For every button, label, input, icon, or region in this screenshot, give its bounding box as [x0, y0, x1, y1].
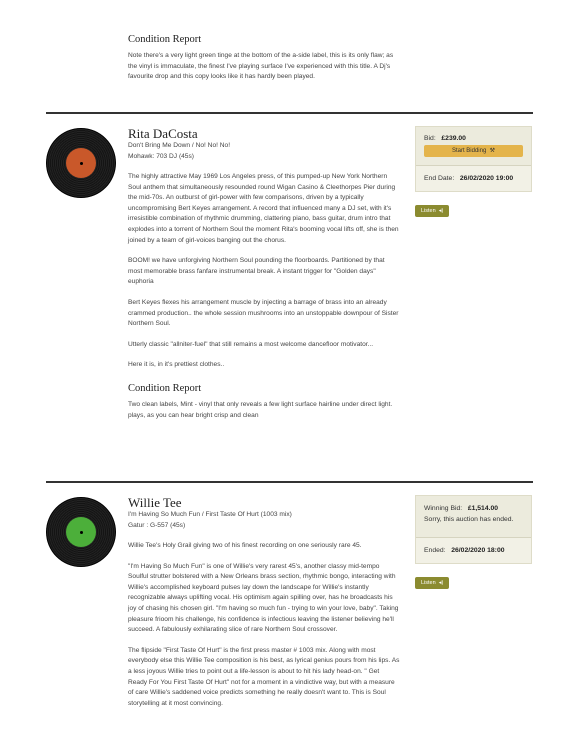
artist-name[interactable]: Rita DaCosta [128, 126, 198, 141]
description-paragraph: "I'm Having So Much Fun" is one of Willie's very rarest 45's, another classy mid-tempo Soulful strutter bolstered with a New Orleans brass section, rhythmic bongo, interacting with Willie's accomplished keyboard pulses lay down the landscape for Willie's instantly recognizable always uplifting vocal. His optimism again spilling over, has he broadcasts his joy of chasing his chosen girl. "I'm having so much fun - trying to win your love, baby". Taking pleasure frioom his challenge, his confidence is infectious leaving the listener believing he'll succeed. A fabulously exhilarating slice of rare Northern Soul crossover. [128, 562, 399, 634]
description-paragraph: The flipside "First Taste Of Hurt" is the first press master # 1003 mix. Along with most everybody else this Willie Tee composition is his best, as lyrical genius pours from his lips. As a less joyous Willie tries to point out a life-lesson is about to hit his lady head-on. " Get Ready For You First Taste Of Hurt" not for a moment in a vindictive way, but with a measure of care Willie's saddened voice predicts something he really doesn't want to. This is Soul storytelling at it most convincing. [128, 646, 400, 707]
listen-label: Listen [421, 580, 436, 586]
record-image[interactable] [46, 497, 116, 567]
record-title: I'm Having So Much Fun / First Taste Of Hurt (1003 mix) [128, 511, 292, 518]
listen-button[interactable] [415, 577, 449, 589]
previous-listing-tail [128, 0, 398, 83]
bid-value: £239.00 [441, 135, 466, 142]
condition-report-heading: Condition Report [128, 34, 202, 45]
description-paragraph: Utterly classic "allniter-fuel" that still remains a most welcome dancefloor motivator... [128, 340, 374, 348]
listing-divider [46, 112, 533, 114]
condition-report-heading: Condition Report [128, 382, 202, 394]
record-label-disc [66, 517, 96, 547]
winning-bid [416, 496, 531, 512]
auction-ended-message: Sorry, this auction has ended. [424, 516, 514, 523]
bid-panel [415, 495, 532, 564]
condition-report-text: Two clean labels, Mint - vinyl that only reveals a few light surface hairline under direct light. plays, as you can hear bright crisp and clean [128, 400, 393, 419]
gavel-icon: ⚒ [487, 148, 496, 154]
description-paragraph: Bert Keyes flexes his arrangement muscle by injecting a barrage of brass into an already crammed production.. the whole session mushrooms into an unstoppable downpour of Sister Northern Soul. [128, 298, 399, 328]
description-paragraph: BOOM! we have unforgiving Northern Soul pounding the floorboards. Partitioned by that most memorable brass fanfare instrumental break. A instant trigger for "Golden days" euphoria [128, 257, 385, 286]
condition-report-text: Note there's a very light green tinge at the bottom of the a-side label, this is its only flaw; as the vinyl is immaculate, the finest I've playing surface I've experienced with this title. A Dj's favourite drop and this copy looks like it has hardly been played. [128, 52, 394, 81]
record-label-disc [66, 148, 96, 178]
bid-panel [415, 126, 532, 192]
spindle-hole [80, 531, 83, 534]
start-bidding-button[interactable] [424, 145, 523, 157]
end-date-value: 26/02/2020 19:00 [459, 175, 514, 182]
spindle-hole [80, 162, 83, 165]
speaker-icon: ◂) [437, 580, 444, 586]
description-paragraph: Here it is, in it's prettiest clothes.. [128, 361, 225, 369]
bid-label: Bid: [424, 135, 436, 142]
listing-content [128, 495, 400, 709]
record-label: Mohawk: 703 DJ (45s) [128, 152, 194, 160]
ended-date [416, 538, 531, 563]
end-date-label: End Date: [424, 175, 455, 182]
start-bidding-label: Start Bidding [451, 148, 487, 154]
listen-button[interactable] [415, 205, 449, 217]
ended-label: Ended: [424, 547, 446, 554]
listing-content [128, 126, 400, 421]
record-title: Don't Bring Me Down / No! No! No! [128, 142, 231, 149]
listing-divider [46, 481, 533, 483]
listen-label: Listen [421, 208, 436, 214]
ended-value: 26/02/2020 18:00 [451, 547, 505, 554]
description-paragraph: Willie Tee's Holy Grail giving two of his finest recording on one seriously rare 45. [128, 542, 362, 549]
description-paragraph: The highly attractive May 1969 Los Angeles press, of this pumped-up New York Northern Soul anthem that simultaneously resounded round Wigan Casino & Cleethorpes Pier during the mid-70s. An outburst of girl-power with few comparisons, driven by a typically uncompromising Bert Keyes arrangement. A record that influenced many a DJ set, with it's irresistible combination of rhythmic drumming, clattering piano, bass guitar, drum intro that explodes into a torrent of Northern Soul the moment Rita's booming vocal lifts off, she is then joined by a team of girl-voices banging out the chorus. [128, 173, 399, 244]
end-date [416, 166, 531, 191]
record-image[interactable] [46, 128, 116, 198]
speaker-icon: ◂) [437, 208, 444, 214]
current-bid [416, 127, 531, 142]
record-label: Gatur : G-557 (45s) [128, 521, 186, 529]
artist-name[interactable]: Willie Tee [128, 495, 182, 510]
winning-bid-label: Winning Bid: [424, 505, 463, 512]
winning-bid-value: £1,514.00 [467, 505, 499, 512]
